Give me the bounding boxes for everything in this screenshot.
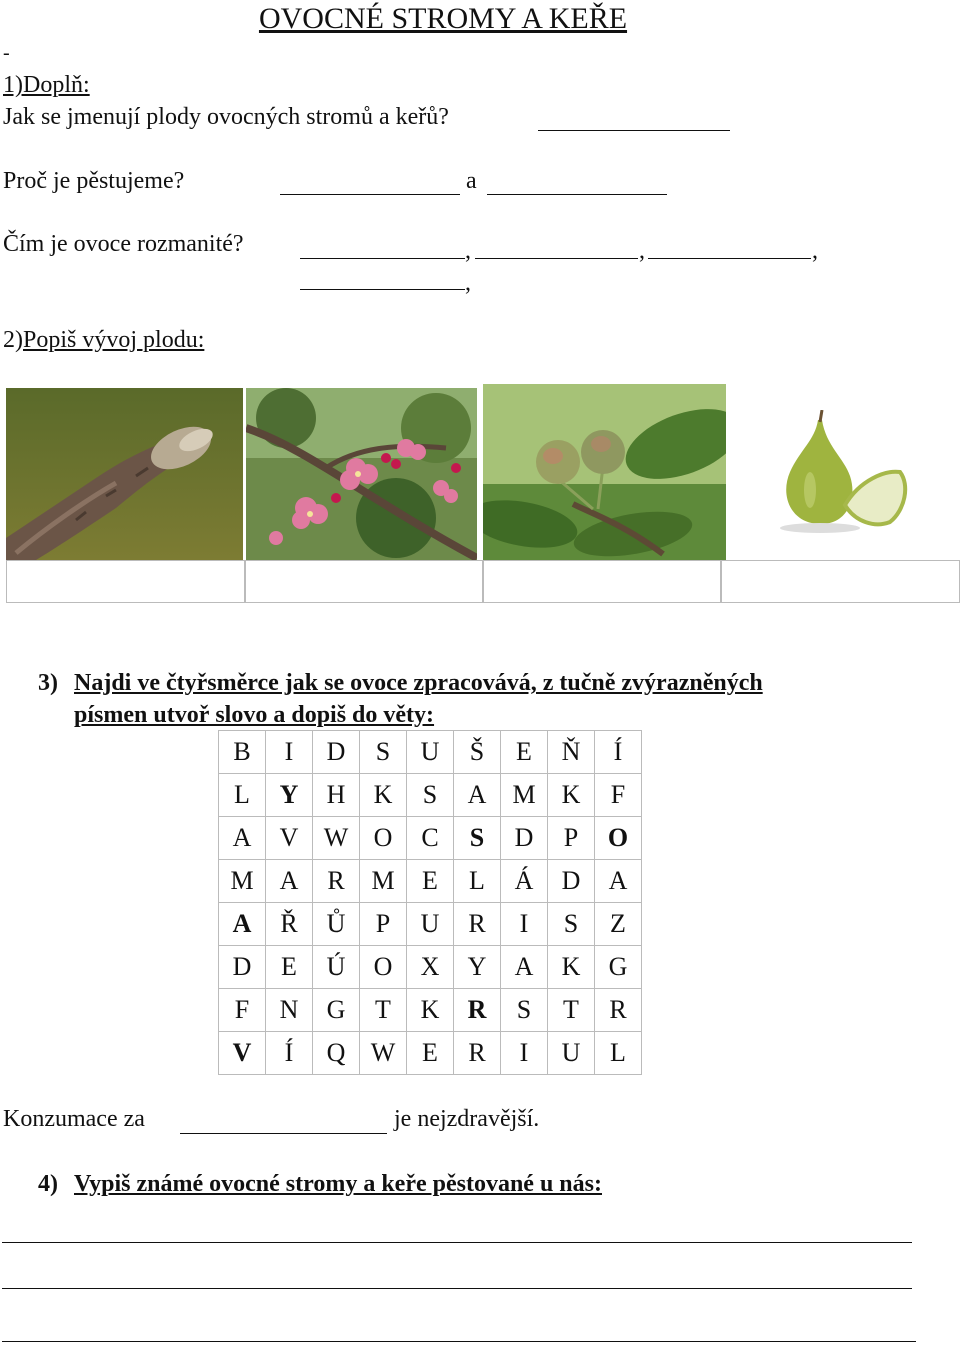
grid-cell[interactable]: H [313, 774, 360, 817]
grid-row [219, 731, 642, 774]
grid-cell[interactable]: S [360, 731, 407, 774]
grid-cell[interactable]: S [407, 774, 454, 817]
answer-line-sentence[interactable] [180, 1133, 387, 1134]
grid-cell[interactable]: Y [454, 946, 501, 989]
grid-cell[interactable]: V [266, 817, 313, 860]
comma-3: , [812, 238, 818, 264]
task2-heading [3, 327, 204, 354]
grid-cell[interactable]: U [407, 903, 454, 946]
comma-4: , [465, 270, 471, 296]
grid-cell[interactable]: O [360, 946, 407, 989]
grid-cell[interactable]: A [501, 946, 548, 989]
grid-cell[interactable]: S [501, 989, 548, 1032]
grid-cell[interactable]: Á [501, 860, 548, 903]
answer-line-why-2[interactable] [487, 194, 667, 195]
grid-cell[interactable]: L [595, 1032, 642, 1075]
task1-question-fruits: Jak se jmenují plody ovocných stromů a keřů? [3, 104, 449, 130]
task3-text-line2: písmen utvoř slovo a dopiš do věty: [74, 702, 435, 728]
grid-cell[interactable]: W [360, 1032, 407, 1075]
grid-cell[interactable]: I [501, 903, 548, 946]
grid-cell[interactable]: I [501, 1032, 548, 1075]
sentence-start: Konzumace za [3, 1106, 145, 1132]
grid-cell[interactable]: Š [454, 731, 501, 774]
grid-cell[interactable]: Y [266, 774, 313, 817]
pear-icon [760, 410, 960, 535]
caption-box-2[interactable] [244, 560, 484, 603]
comma-1: , [465, 238, 471, 264]
task1-question-why: Proč je pěstujeme? [3, 168, 185, 194]
answer-line-variety-3[interactable] [648, 258, 811, 259]
grid-cell[interactable]: M [501, 774, 548, 817]
grid-cell[interactable]: R [595, 989, 642, 1032]
grid-cell[interactable]: E [501, 731, 548, 774]
grid-cell[interactable]: F [219, 989, 266, 1032]
grid-cell[interactable]: R [313, 860, 360, 903]
grid-cell[interactable]: Z [595, 903, 642, 946]
caption-box-4[interactable] [720, 560, 960, 603]
answer-line-trees-3[interactable] [2, 1341, 916, 1342]
grid-cell[interactable]: Ň [548, 731, 595, 774]
grid-cell[interactable]: G [595, 946, 642, 989]
grid-cell[interactable]: L [454, 860, 501, 903]
grid-cell[interactable]: U [548, 1032, 595, 1075]
grid-cell[interactable]: L [219, 774, 266, 817]
answer-line-trees-2[interactable] [2, 1288, 912, 1289]
grid-cell[interactable]: B [219, 731, 266, 774]
grid-cell[interactable]: K [548, 774, 595, 817]
task4-number: 4) [38, 1171, 58, 1197]
grid-cell[interactable]: G [313, 989, 360, 1032]
grid-cell[interactable]: O [360, 817, 407, 860]
grid-cell[interactable]: M [360, 860, 407, 903]
grid-cell[interactable]: A [454, 774, 501, 817]
grid-row [219, 989, 642, 1032]
comma-2: , [639, 238, 645, 264]
grid-cell[interactable]: X [407, 946, 454, 989]
grid-cell[interactable]: C [407, 817, 454, 860]
answer-line-trees-1[interactable] [2, 1242, 912, 1243]
and-label: a [466, 168, 477, 194]
grid-row [219, 860, 642, 903]
task1-heading-text: 1)Doplň: [3, 72, 90, 98]
young-fruit-icon [483, 384, 726, 560]
grid-cell[interactable]: D [501, 817, 548, 860]
grid-cell[interactable]: A [595, 860, 642, 903]
grid-cell[interactable]: Í [595, 731, 642, 774]
bud-icon [6, 388, 243, 560]
grid-row [219, 903, 642, 946]
grid-row [219, 1032, 642, 1075]
answer-line-variety-4[interactable] [300, 289, 465, 290]
grid-cell[interactable]: U [407, 731, 454, 774]
grid-cell[interactable]: Ů [313, 903, 360, 946]
grid-row [219, 774, 642, 817]
grid-cell[interactable]: K [548, 946, 595, 989]
task2-heading-num: 2) [3, 327, 23, 353]
task1-question-variety: Čím je ovoce rozmanité? [3, 231, 244, 257]
grid-cell[interactable]: W [313, 817, 360, 860]
task4-text: Vypiš známé ovocné stromy a keře pěstované u nás: [74, 1171, 602, 1197]
grid-cell[interactable]: D [313, 731, 360, 774]
grid-row [219, 946, 642, 989]
grid-cell[interactable]: S [548, 903, 595, 946]
caption-box-3[interactable] [482, 560, 722, 603]
grid-cell[interactable]: D [219, 946, 266, 989]
grid-cell[interactable]: F [595, 774, 642, 817]
grid-cell[interactable]: N [266, 989, 313, 1032]
grid-cell[interactable]: K [360, 774, 407, 817]
task3-text-line1: Najdi ve čtyřsměrce jak se ovoce zpracovává, z tučně zvýrazněných [74, 670, 763, 696]
grid-cell[interactable]: K [407, 989, 454, 1032]
grid-cell[interactable]: R [454, 989, 501, 1032]
task3-number: 3) [38, 670, 58, 696]
grid-cell[interactable]: I [266, 731, 313, 774]
task2-heading-text: Popiš vývoj plodu: [23, 327, 205, 353]
grid-cell[interactable]: T [360, 989, 407, 1032]
task1-heading [3, 72, 90, 99]
grid-cell[interactable]: E [407, 1032, 454, 1075]
grid-cell[interactable]: M [219, 860, 266, 903]
grid-cell[interactable]: R [454, 1032, 501, 1075]
grid-cell[interactable]: A [219, 903, 266, 946]
grid-cell[interactable]: E [266, 946, 313, 989]
answer-line-why-1[interactable] [280, 194, 460, 195]
grid-cell[interactable]: O [595, 817, 642, 860]
grid-cell[interactable]: T [548, 989, 595, 1032]
grid-cell[interactable]: P [548, 817, 595, 860]
answer-line-variety-2[interactable] [475, 258, 638, 259]
grid-cell[interactable]: S [454, 817, 501, 860]
sentence-end: je nejzdravější. [394, 1106, 540, 1132]
grid-cell[interactable]: A [219, 817, 266, 860]
word-search-grid [218, 730, 642, 1075]
grid-cell[interactable]: R [454, 903, 501, 946]
grid-cell[interactable]: Q [313, 1032, 360, 1075]
grid-cell[interactable]: V [219, 1032, 266, 1075]
apple-blossom-icon [246, 388, 477, 560]
grid-cell[interactable]: P [360, 903, 407, 946]
grid-cell[interactable]: D [548, 860, 595, 903]
answer-line-variety-1[interactable] [300, 258, 465, 259]
grid-cell[interactable]: E [407, 860, 454, 903]
page-title: OVOCNÉ STROMY A KEŘE [258, 2, 628, 35]
answer-line-fruits[interactable] [538, 130, 730, 131]
grid-cell[interactable]: Ř [266, 903, 313, 946]
dash-mark: - [3, 42, 10, 64]
grid-cell[interactable]: A [266, 860, 313, 903]
grid-cell[interactable]: Ú [313, 946, 360, 989]
caption-box-1[interactable] [6, 560, 246, 603]
grid-row [219, 817, 642, 860]
grid-cell[interactable]: Í [266, 1032, 313, 1075]
